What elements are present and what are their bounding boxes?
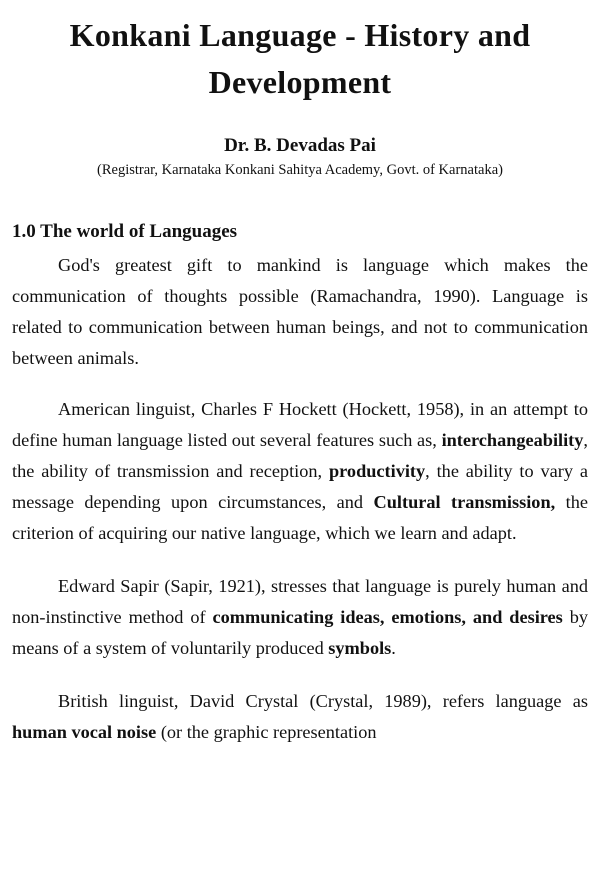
document-title [12,0,588,106]
section-heading: 1.0 The world of Languages [12,221,238,242]
paragraph-2-text-c: , the ability of transmission and reception, [12,430,588,481]
author-name: Dr. B. Devadas Pai [224,135,376,156]
title-line-1: Konkani Language - History and [69,17,531,53]
term-symbols: symbols [328,638,392,658]
paragraph-2-text-a: American linguist, Charles F Hockett (Hockett, 1958), in an attempt to define human language listed out several features such as, [12,399,588,450]
paragraph-3-text-c: by means of a system of voluntarily produced [12,607,588,658]
term-cultural-transmission: Cultural transmission, [373,492,556,512]
paragraph-4-text-a: British linguist, David Crystal (Crystal, 1989), refers language as [58,691,588,711]
paragraph-2-text-d: , the ability to vary a message depending upon circumstances, and [12,461,588,512]
paragraph-1-text: God's greatest gift to mankind is language which makes the communication of thoughts possible (Ramachandra, 1990). Language is related to communication between human beings, and not to communication between animals. [12,255,588,368]
term-interchangeability: interchangeability [441,430,584,450]
term-communicating-ideas: communicating ideas, emotions, and desires [212,607,563,627]
title-line-2: Development [208,64,392,100]
paragraph-3 [12,571,588,664]
paragraph-2 [12,394,588,549]
paragraph-3-text-a: Edward Sapir (Sapir, 1921), stresses that language is purely human and non-instinctive method of [12,576,588,627]
paragraph-2-text-e: the criterion of acquiring our native language, which we learn and adapt. [12,492,588,543]
term-productivity: productivity [328,461,426,481]
author-affiliation: (Registrar, Karnataka Konkani Sahitya Academy, Govt. of Karnataka) [97,162,503,178]
term-human-vocal-noise: human vocal noise [12,722,157,742]
paragraph-1 [12,250,588,374]
paragraph-3-text-d: . [391,638,396,658]
paragraph-4 [12,686,588,748]
paragraph-4-text-c: (or the graphic representation [156,722,377,742]
